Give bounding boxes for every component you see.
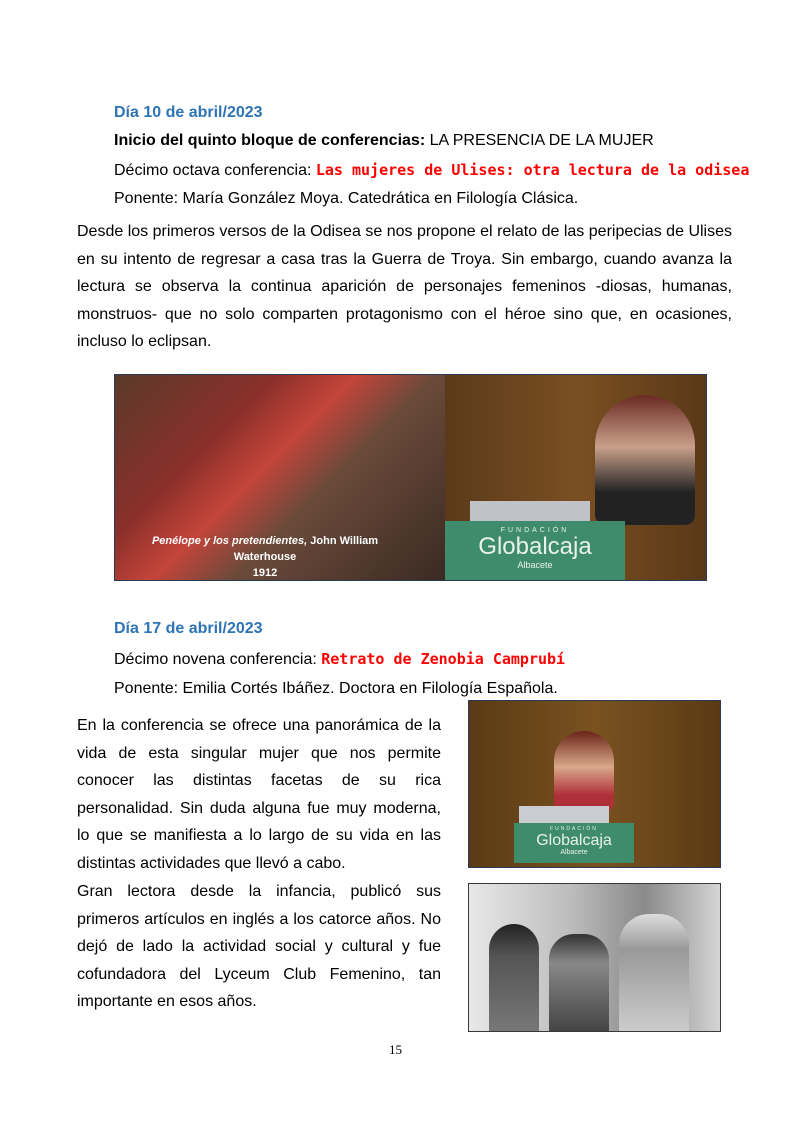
caption-italic: Penélope y los pretendientes, [151, 535, 308, 547]
figure [489, 924, 539, 1031]
conference-line [114, 650, 565, 669]
figure [549, 934, 609, 1031]
speaker-figure [595, 395, 695, 525]
logo-sub: Albacete [560, 849, 588, 856]
logo-main: Globalcaja [536, 832, 612, 849]
caption-line3: 1912 [252, 567, 278, 579]
logo-main: Globalcaja [478, 533, 592, 560]
body-paragraph: Desde los primeros versos de la Odisea se nos propone el relato de las peripecias de Ulises en su intento de regresar a casa tras la Guerra de Troya. Sin embargo, cuando avanza la lectura se observa la continua aparición de personajes femeninos -diosas, humanas, monstruos- que no solo comparten protagonismo con el héroe sino que, en ocasiones, incluso lo eclipsan. [77, 223, 732, 350]
section-date: Día 10 de abril/2023 [114, 104, 263, 121]
page-number: 15 [389, 1042, 402, 1057]
section-date: Día 17 de abril/2023 [114, 620, 263, 637]
conference-label: Décimo novena conferencia: [114, 651, 322, 668]
logo-sub: Albacete [517, 560, 553, 570]
conference-title: Retrato de Zenobia Camprubí [321, 650, 566, 668]
body-paragraph: En la conferencia se ofrece una panorámica de la vida de esta singular mujer que nos permite conocer las distintas facetas de su rica personalidad. Sin duda alguna fue muy moderna, lo que se manifiesta a lo largo de su vida en las distintas actividades que llevó a cabo. [77, 717, 441, 872]
caption-rest: John William [307, 535, 379, 547]
block-heading [114, 132, 654, 150]
caption-line2: Waterhouse [233, 551, 297, 563]
globalcaja-logo [445, 521, 625, 580]
figure [619, 914, 689, 1031]
conference-photo-1 [114, 374, 707, 581]
speaker-line: Ponente: María González Moya. Catedrática en Filología Clásica. [114, 190, 579, 207]
conference-title: Las mujeres de Ulises: otra lectura de la odisea [315, 161, 750, 179]
conference-label: Décimo octava conferencia: [114, 162, 316, 179]
speaker-line: Ponente: Emilia Cortés Ibáñez. Doctora en Filología Española. [114, 680, 558, 697]
globalcaja-logo [514, 823, 634, 863]
historical-photo [468, 883, 721, 1032]
body-paragraph: Gran lectora desde la infancia, publicó sus primeros artículos en inglés a los catorce años. No dejó de lado la actividad social y cultural y fue cofundadora del Lyceum Club Femenino, tan importante en esos años. [77, 883, 441, 1010]
block-value: LA PRESENCIA DE LA MUJER [425, 132, 654, 149]
conference-line [114, 161, 749, 180]
speaker-figure [554, 731, 614, 811]
conference-photo-2 [468, 700, 721, 868]
logo-top: FUNDACIÓN [550, 826, 598, 832]
block-label: Inicio del quinto bloque de conferencias: [114, 132, 426, 149]
painting-caption [135, 533, 395, 581]
logo-top: FUNDACIÓN [500, 527, 570, 534]
